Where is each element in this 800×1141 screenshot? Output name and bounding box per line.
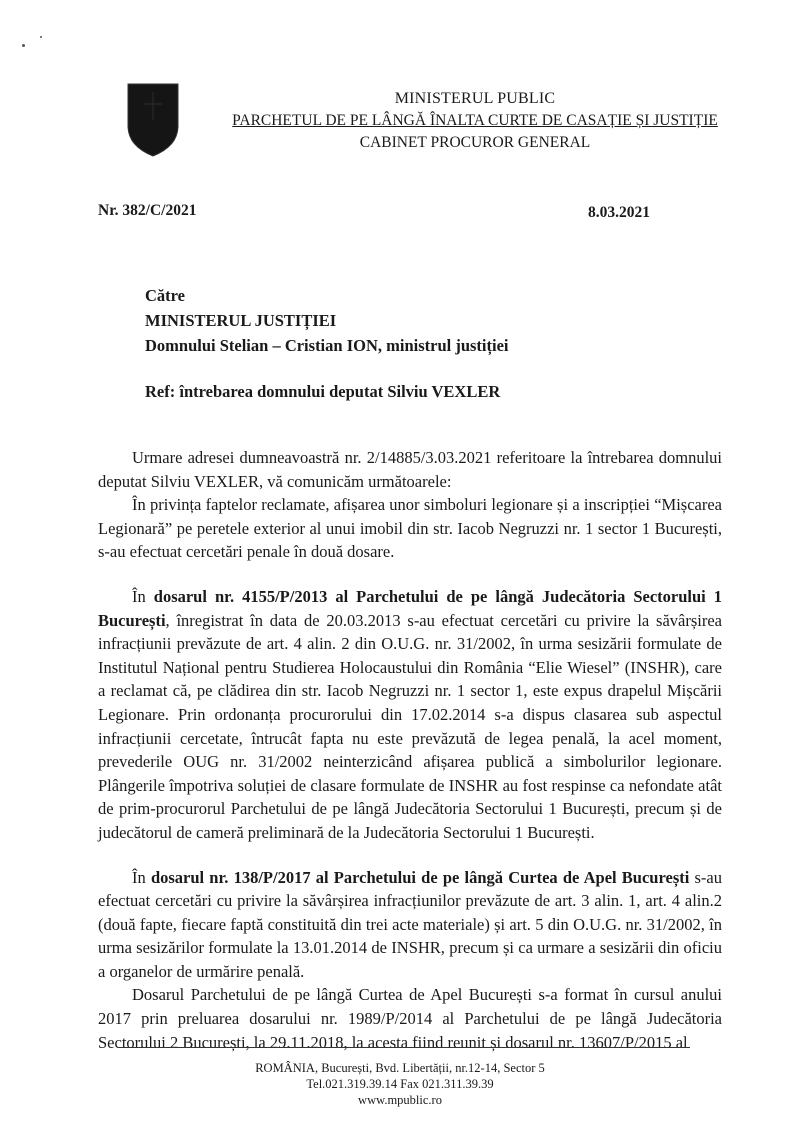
body-paragraph — [98, 585, 722, 845]
body-paragraph: Dosarul Parchetului de pe lângă Curtea de Apel București s-a format în cursul anului 2017 prin preluarea dosarului nr. 1989/P/2014 al Parchetului de pe lângă Judecătoria Sectorului 2 București, la 29.11.2018, la acesta fiind reunit și dosarul nr. 13607/P/2015 al — [98, 985, 722, 1052]
footer-divider — [118, 1047, 690, 1048]
case-reference: dosarul nr. 4155/P/2013 al Parchetului de pe lângă Judecătoria Sectorului 1 București — [98, 586, 722, 630]
footer-address: ROMÂNIA, București, Bvd. Libertății, nr.12-14, Sector 5 — [255, 1061, 545, 1075]
paragraph-lead: În — [132, 867, 151, 887]
subject-line: Ref: întrebarea domnului deputat Silviu VEXLER — [145, 382, 501, 401]
recipient-block — [145, 283, 509, 358]
footer — [200, 1060, 600, 1108]
footer-website: www.mpublic.ro — [358, 1093, 442, 1107]
body-paragraph: Urmare adresei dumneavoastră nr. 2/14885/3.03.2021 referitoare la întrebarea domnului deputat Silviu VEXLER, vă comunicăm următoarele: — [98, 448, 722, 491]
institution-name: MINISTERUL PUBLIC — [394, 90, 556, 107]
document-date: 8.03.2021 — [588, 204, 650, 221]
scan-speck — [40, 36, 42, 38]
recipient-line: Domnului Stelian – Cristian ION, ministrul justiției — [145, 336, 509, 355]
letter-body — [98, 446, 722, 1054]
office-name: PARCHETUL DE PE LÂNGĂ ÎNALTA CURTE DE CASAȚIE ȘI JUSTIȚIE — [232, 112, 718, 129]
paragraph-text: , înregistrat în data de 20.03.2013 s-au efectuat cercetări cu privire la săvârșirea infracțiunii prevăzute de art. 4 alin. 2 din O.U.G. nr. 31/2002, în urma sesizării formulate de Institutul Național pentru Studierea Holocaustului din România “Elie Wiesel” (INSHR), care a reclamat că, pe clădirea din str. Iacob Negruzzi nr. 1 sector 1, este expus drapelul Mișcării Legionare. Prin ordonanța procurorului din 17.02.2014 s-a dispus clasarea sub aspectul infracțiunii cercetate, întrucât fapta nu este prevăzută de legea penală, la acel moment, prevederile OUG nr. 31/2002 neinterzicând afișarea publică a simbolurilor legionare. Plângerile împotriva soluției de clasare formulate de INSHR au fost respinse ca nefondate atât de prim-procurorul Parchetului de pe lângă Judecătoria Sectorului 1 București, precum și de judecătorul de cameră preliminară de la Judecătoria Sectorului 1 București. — [98, 610, 722, 842]
paragraph-lead: În — [132, 586, 154, 606]
body-paragraph — [98, 866, 722, 984]
body-paragraph: În privința faptelor reclamate, afișarea unor simboluri legionare și a inscripției “Mișcarea Legionară” pe peretele exterior al unui imobil din str. Iacob Negruzzi nr. 1 sector 1 București, s-au efectuat cercetări penale în două dosare. — [98, 495, 722, 562]
document-number: Nr. 382/C/2021 — [98, 202, 197, 219]
case-reference: dosarul nr. 138/P/2017 al Parchetului de pe lângă Curtea de Apel București — [150, 867, 690, 887]
scan-speck — [22, 44, 25, 47]
letterhead — [230, 88, 720, 154]
recipient-line: MINISTERUL JUSTIȚIEI — [145, 311, 337, 330]
paragraph-text: s-au efectuat cercetări cu privire la săvârșirea infracțiunilor prevăzute de art. 3 alin. 1, art. 4 alin.2 (două fapte, fiecare faptă constituită din trei acte materiale) și art. 5 din O.U.G. nr. 31/2002, în urma sesizărilor formulate la 13.01.2014 de INSHR, precum și ca urmare a sesizării din oficiu a organelor de urmărire penală. — [98, 867, 722, 981]
footer-phone: Tel.021.319.39.14 Fax 021.311.39.39 — [306, 1077, 494, 1091]
crest-emblem — [122, 80, 184, 158]
cabinet-name: CABINET PROCUROR GENERAL — [359, 134, 591, 151]
recipient-line: Către — [145, 286, 186, 305]
